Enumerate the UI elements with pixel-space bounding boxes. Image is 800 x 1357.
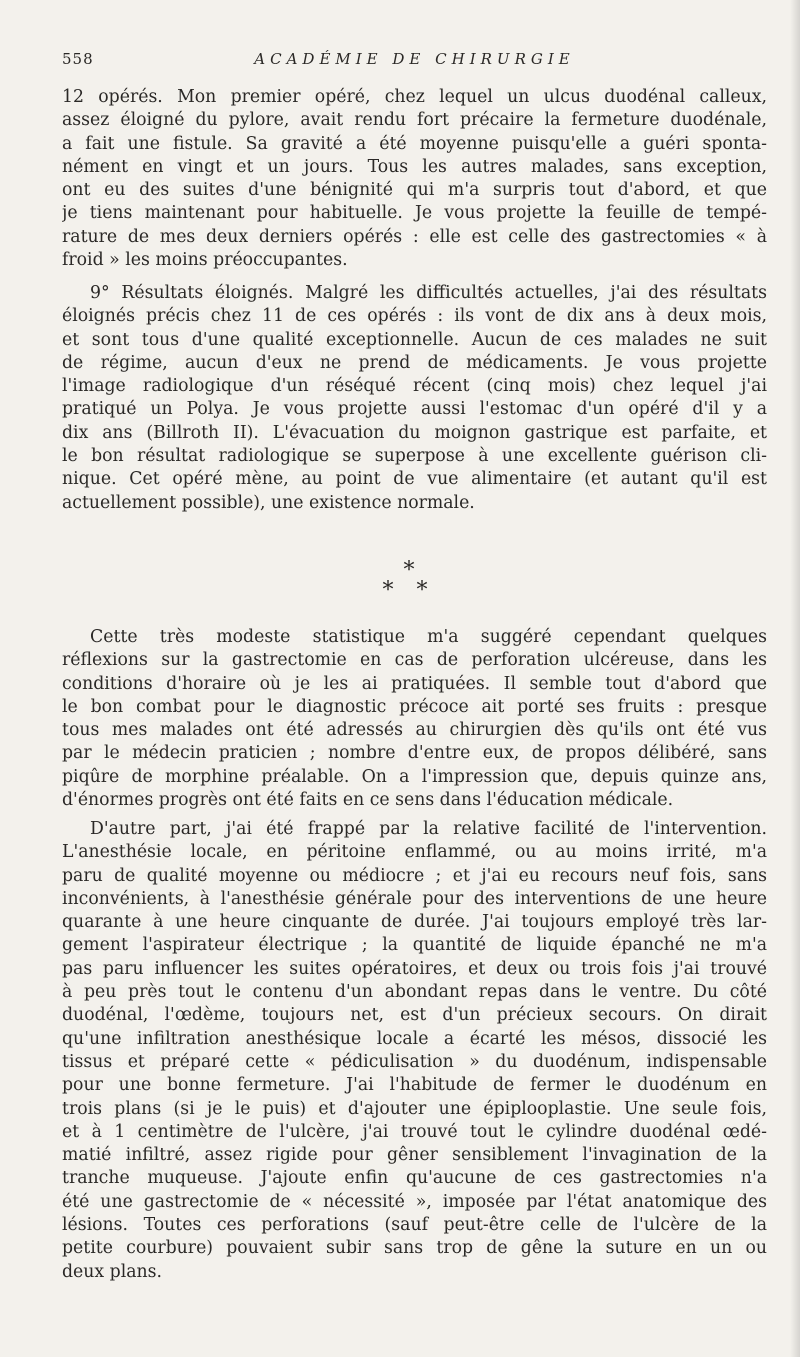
text-line: tous mes malades ont été adressés au chirurgien dès qu'ils ont été vus: [62, 720, 767, 741]
paragraph-2: [62, 282, 767, 515]
page-edge-shadow: [790, 0, 800, 1357]
text-line: inconvénients, à l'anesthésie générale pour des interventions de une heure: [62, 888, 767, 909]
paragraph-3: [62, 626, 767, 812]
text-line: rature de mes deux derniers opérés : elle est celle des gastrectomies « à: [62, 226, 767, 247]
text-line: quarante à une heure cinquante de durée. J'ai toujours employé très lar-: [62, 912, 767, 933]
text-line: lésions. Toutes ces perforations (sauf peut-être celle de l'ulcère de la: [62, 1215, 767, 1236]
text-line: L'anesthésie locale, en péritoine enflammé, ou au moins irrité, m'a: [62, 842, 767, 863]
text-line: duodénal, l'œdème, toujours net, est d'un précieux secours. On dirait: [62, 1005, 767, 1026]
text-line: pas paru influencer les suites opératoires, et deux ou trois fois j'ai trouvé: [62, 958, 767, 979]
text-line: deux plans.: [62, 1261, 163, 1282]
text-line: pratiqué un Polya. Je vous projette aussi l'estomac d'un opéré d'il y a: [62, 399, 767, 420]
page-header: [62, 50, 767, 70]
text-line: a fait une fistule. Sa gravité a été moyenne puisqu'elle a guéri sponta-: [62, 133, 767, 154]
text-line: d'énormes progrès ont été faits en ce sens dans l'éducation médicale.: [62, 790, 674, 811]
text-line: de régime, aucun d'eux ne prend de médicaments. Je vous projette: [62, 352, 767, 373]
text-line: l'image radiologique d'un réséqué récent (cinq mois) chez lequel j'ai: [62, 376, 767, 397]
section-separator-bottom: * *: [382, 578, 436, 603]
text-line: tissus et préparé cette « pédiculisation » du duodénum, indispensable: [62, 1051, 767, 1072]
paragraph-1: [62, 86, 767, 272]
text-line: 12 opérés. Mon premier opéré, chez lequel un ulcus duodénal calleux,: [62, 87, 767, 107]
text-line: éloignés précis chez 11 de ces opérés : ils vont de dix ans à deux mois,: [62, 306, 767, 327]
text-line: actuellement possible), une existence normale.: [62, 492, 475, 513]
text-line: à peu près tout le contenu d'un abondant repas dans le ventre. Du côté: [62, 982, 767, 1003]
text-line: qu'une infiltration anesthésique locale a écarté les mésos, dissocié les: [62, 1028, 767, 1049]
text-line: nément en vingt et un jours. Tous les autres malades, sans exception,: [62, 156, 767, 177]
text-line: paru de qualité moyenne ou médiocre ; et j'ai eu recours neuf fois, sans: [62, 865, 767, 886]
section-separator-top: *: [403, 558, 415, 583]
text-line: le bon combat pour le diagnostic précoce ait porté ses fruits : presque: [62, 696, 767, 717]
text-line: pour une bonne fermeture. J'ai l'habitude de fermer le duodénum en: [62, 1075, 767, 1096]
text-line: ont eu des suites d'une bénignité qui m'a surpris tout d'abord, et que: [62, 180, 767, 201]
text-line: assez éloigné du pylore, avait rendu fort précaire la fermeture duodénale,: [62, 110, 767, 131]
text-line: trois plans (si je le puis) et d'ajouter une épiplooplastie. Une seule fois,: [62, 1098, 767, 1119]
text-line: et sont tous d'une qualité exceptionnelle. Aucun de ces malades ne suit: [62, 329, 767, 350]
text-line: le bon résultat radiologique se superpose à une excellente guérison cli-: [62, 446, 767, 467]
text-line: matié infiltré, assez rigide pour gêner sensiblement l'invagination de la: [62, 1145, 767, 1166]
text-line: froid » les moins préoccupantes.: [62, 250, 348, 271]
text-line: réflexions sur la gastrectomie en cas de perforation ulcéreuse, dans les: [62, 650, 767, 671]
text-line: nique. Cet opéré mène, au point de vue alimentaire (et autant qu'il est: [62, 469, 767, 490]
text-line: piqûre de morphine préalable. On a l'impression que, depuis quinze ans,: [62, 766, 767, 787]
text-line: été une gastrectomie de « nécessité », imposée par l'état anatomique des: [62, 1191, 767, 1212]
text-line: 9° Résultats éloignés. Malgré les difficultés actuelles, j'ai des résultats: [90, 283, 767, 303]
paragraph-4: [62, 818, 767, 1284]
text-line: tranche muqueuse. J'ajoute enfin qu'aucune de ces gastrectomies n'a: [62, 1168, 767, 1189]
text-line: petite courbure) pouvaient subir sans trop de gêne la suture en un ou: [62, 1238, 767, 1259]
text-line: conditions d'horaire où je les ai pratiquées. Il semble tout d'abord que: [62, 673, 767, 694]
text-line: dix ans (Billroth II). L'évacuation du moignon gastrique est parfaite, et: [62, 422, 767, 443]
text-line: Cette très modeste statistique m'a suggéré cependant quelques: [90, 627, 767, 647]
text-line: D'autre part, j'ai été frappé par la relative facilité de l'intervention.: [90, 819, 767, 839]
page-number: 558: [62, 50, 94, 68]
running-title: ACADÉMIE DE CHIRURGIE: [254, 50, 575, 68]
text-line: et à 1 centimètre de l'ulcère, j'ai trouvé tout le cylindre duodénal œdé-: [62, 1121, 767, 1142]
text-line: par le médecin praticien ; nombre d'entre eux, de propos délibéré, sans: [62, 743, 767, 764]
text-line: gement l'aspirateur électrique ; la quantité de liquide épanché ne m'a: [62, 935, 767, 956]
text-line: je tiens maintenant pour habituelle. Je vous projette la feuille de tempé-: [62, 203, 767, 224]
